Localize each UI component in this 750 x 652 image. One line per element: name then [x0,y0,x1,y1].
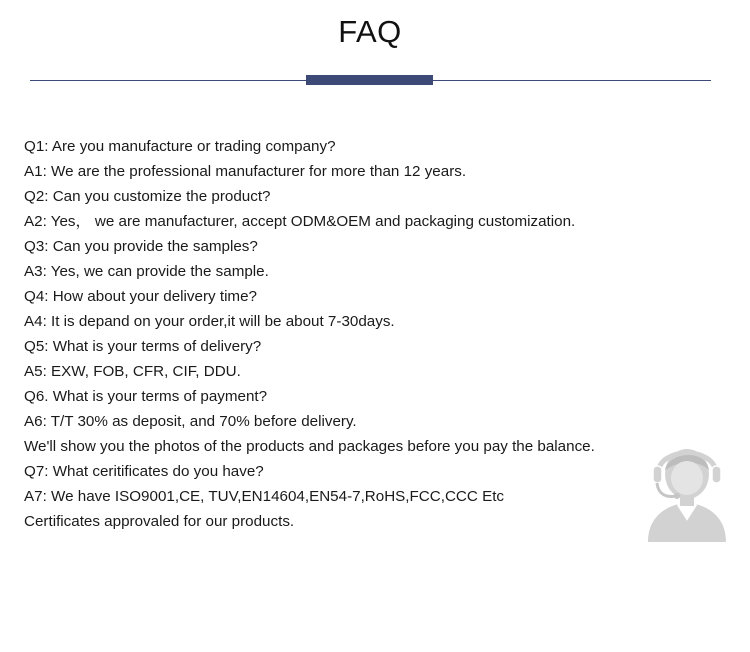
faq-line-a3: A3: Yes, we can provide the sample. [24,263,269,280]
faq-line-q3: Q3: Can you provide the samples? [24,238,258,255]
faq-line-a5: A5: EXW, FOB, CFR, CIF, DDU. [24,363,241,380]
faq-line-a4: A4: It is depand on your order,it will be about 7-30days. [24,313,395,330]
faq-line-q4: Q4: How about your delivery time? [24,288,257,305]
faq-line-q5: Q5: What is your terms of delivery? [24,338,262,355]
title-divider-accent [306,75,433,85]
faq-line-q6: Q6. What is your terms of payment? [24,388,268,405]
faq-line-a7-note: Certificates approvaled for our products. [24,513,295,530]
faq-line-a7: A7: We have ISO9001,CE, TUV,EN14604,EN54-7,RoHS,FCC,CCC Etc [24,488,505,505]
faq-line-a6: A6: T/T 30% as deposit, and 70% before delivery. [24,413,357,430]
faq-line-q1: Q1: Are you manufacture or trading company? [24,138,336,155]
faq-line-q2: Q2: Can you customize the product? [24,188,271,205]
faq-line-a1: A1: We are the professional manufacturer for more than 12 years. [24,163,467,180]
faq-line-a2: A2: Yes， we are manufacturer, accept ODM&OEM and packaging customization. [24,213,576,230]
faq-line-q7: Q7: What ceritificates do you have? [24,463,264,480]
faq-list [24,134,595,534]
faq-line-a6-note: We'll show you the photos of the products and packages before you pay the balance. [24,438,595,455]
page-title: FAQ [338,14,402,49]
customer-service-agent-icon [644,434,730,546]
